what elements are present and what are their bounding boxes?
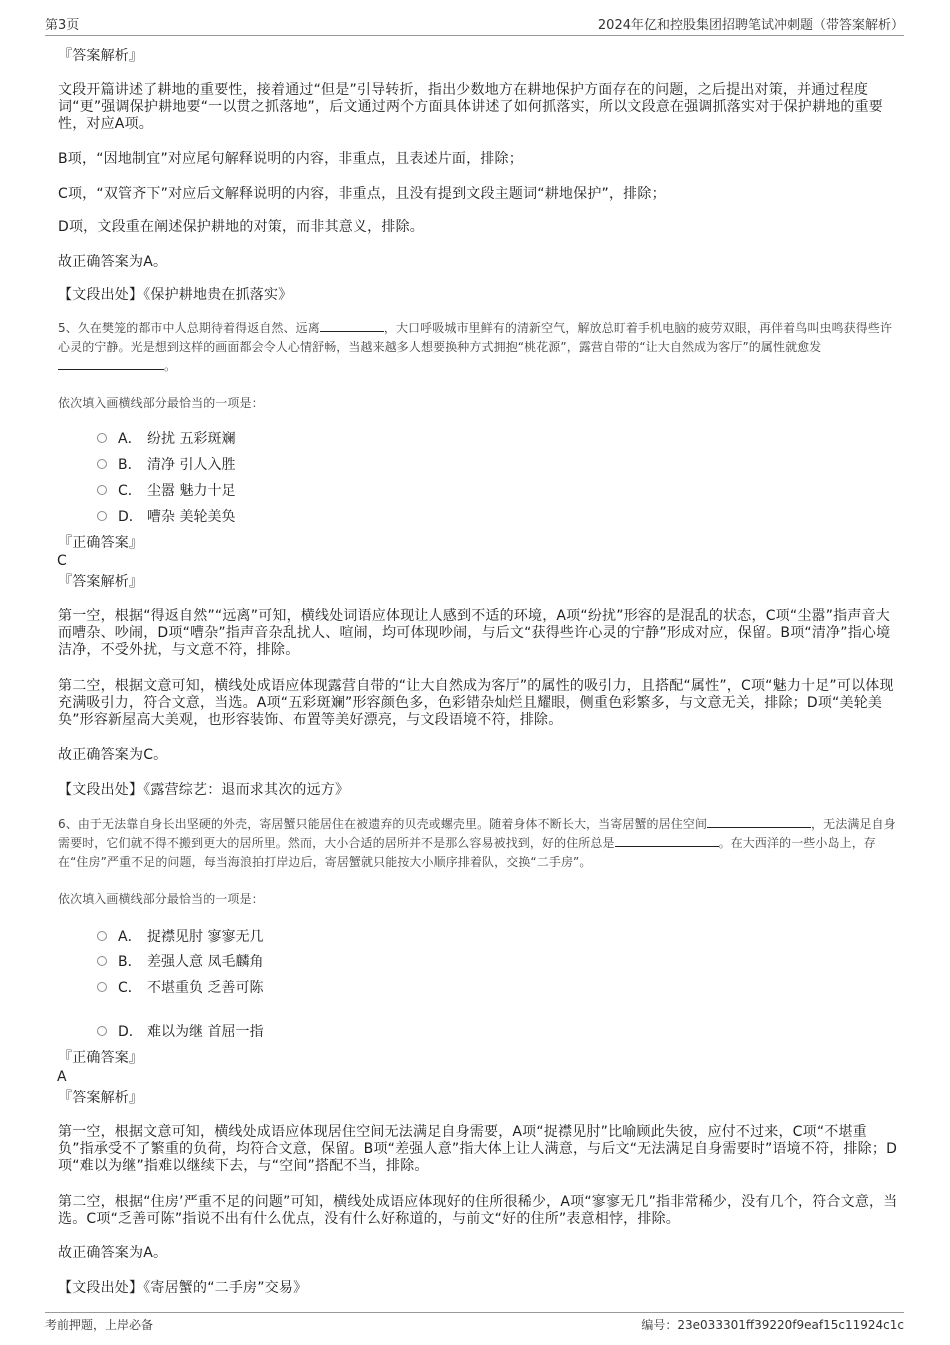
q5-blank-2 (58, 357, 164, 370)
q5-conclusion: 故正确答案为C。 (58, 747, 168, 763)
q6-prompt: 依次填入画横线部分最恰当的一项是： (58, 892, 264, 906)
q6-option-a[interactable]: A． 捉襟见肘 寥寥无几 (97, 926, 263, 944)
q6-conclusion: 故正确答案为A。 (58, 1245, 168, 1261)
radio-icon[interactable] (97, 956, 107, 966)
q6-analysis-title: 『答案解析』 (58, 1090, 144, 1106)
q6-blank-2 (615, 834, 719, 847)
q6-stem-part-2: ，无法满足自身需要时，它们就不得不搬到更大的居所里。然而，大小合适的居所并不是那么容易被找到，好的住所总是 (58, 817, 896, 850)
radio-icon[interactable] (97, 459, 107, 469)
page-number: 第3页 (45, 18, 80, 33)
q5-analysis-paragraph-1: 第一空，根据“得返自然”“远离”可知，横线处词语应体现让人感到不适的环境，A项“纷扰”形容的是混乱的状态，C项“尘嚣”指声音大而嘈杂、吵闹，D项“嘈杂”指声音杂乱扰人、喧闹，均可体现吵闹，与后文“获得些许心灵的宁静”形成对应，保留。B项“清净”指心境洁净，不受外扰，与文意不符，排除。 (58, 608, 891, 658)
header-divider (45, 35, 904, 36)
q5-source: 【文段出处】《露营综艺：退而求其次的远方》 (58, 782, 350, 798)
radio-icon[interactable] (97, 1026, 107, 1036)
footer-divider (45, 1312, 904, 1313)
q5-analysis-paragraph-2: 第二空，根据文意可知，横线处成语应体现露营自带的“让大自然成为客厅”的属性的吸引力，且搭配“属性”，C项“魅力十足”可以体现充满吸引力，符合文意，当选。A项“五彩斑斓”形容颜色多，色彩错杂灿烂且耀眼，侧重色彩繁多，与文意无关，排除；D项“美轮美奂”形容新屋高大美观，也形容装饰、布置等美好漂亮，与文段语境不符，排除。 (58, 678, 894, 728)
q4-analysis-option-c: C项，“双管齐下”对应后文解释说明的内容，非重点，且没有提到文段主题词“耕地保护”，排除； (58, 186, 666, 202)
q4-analysis-option-b: B项，“因地制宜”对应尾句解释说明的内容，非重点，且表述片面，排除； (58, 151, 523, 167)
q6-option-b[interactable]: B． 差强人意 凤毛麟角 (97, 951, 263, 969)
footer-slogan: 考前押题，上岸必备 (45, 1318, 154, 1332)
q5-stem-part-3: 。 (164, 359, 177, 373)
q5-stem-part-2: ，大口呼吸城市里鲜有的清新空气，解放总盯着手机电脑的疲劳双眼，再伴着鸟叫虫鸣获得些许心灵的宁静。光是想到这样的画面都会令人心情舒畅，当越来越多人想要换种方式拥抱“桃花源”，露营自带的“让大自然成为客厅”的属性就愈发 (58, 321, 893, 354)
q5-correct-title: 『正确答案』 (58, 535, 144, 551)
q6-option-c[interactable]: C． 不堪重负 乏善可陈 (97, 977, 263, 995)
q5-prompt: 依次填入画横线部分最恰当的一项是： (58, 396, 264, 410)
q6-blank-1 (707, 815, 811, 828)
q5-option-b[interactable]: B． 清净 引人入胜 (97, 454, 235, 472)
q6-correct-title: 『正确答案』 (58, 1050, 144, 1066)
q6-analysis-paragraph-1: 第一空，根据文意可知，横线处成语应体现居住空间无法满足自身需要，A项“捉襟见肘”比喻顾此失彼，应付不过来，C项“不堪重负”指承受不了繁重的负荷，均符合文意，保留。B项“差强人意”指大体上让人满意，与后文“无法满足自身需要时”语境不符，排除；D项“难以为继”指难以继续下去，与“空间”搭配不当，排除。 (58, 1124, 898, 1174)
q6-correct-answer: A (57, 1069, 67, 1085)
q5-stem-part-1: 5、久在樊笼的都市中人总期待着得返自然、远离 (58, 321, 320, 335)
q6-source: 【文段出处】《寄居蟹的“二手房”交易》 (58, 1280, 308, 1296)
q4-analysis-option-d: D项，文段重在阐述保护耕地的对策，而非其意义，排除。 (58, 219, 424, 235)
radio-icon[interactable] (97, 931, 107, 941)
radio-icon[interactable] (97, 485, 107, 495)
q5-stem (58, 319, 898, 376)
q5-option-a[interactable]: A． 纷扰 五彩斑斓 (97, 428, 235, 446)
page-header (0, 0, 950, 36)
q5-correct-answer: C (57, 553, 67, 569)
q6-option-d[interactable]: D． 难以为继 首屈一指 (97, 1021, 263, 1039)
q4-conclusion: 故正确答案为A。 (58, 254, 168, 270)
q5-analysis-title: 『答案解析』 (58, 574, 144, 590)
q6-stem-part-3: 。在大西洋的一些小岛上，存在“住房”严重不足的问题，每当海浪拍打岸边后，寄居蟹就只能按大小顺序排着队，交换“二手房”。 (58, 836, 876, 869)
radio-icon[interactable] (97, 511, 107, 521)
radio-icon[interactable] (97, 982, 107, 992)
radio-icon[interactable] (97, 433, 107, 443)
q4-analysis-paragraph: 文段开篇讲述了耕地的重要性，接着通过“但是”引导转折，指出少数地方在耕地保护方面存在的问题，之后提出对策，并通过程度词“更”强调保护耕地要“一以贯之抓落地”，后文通过两个方面具体讲述了如何抓落实，所以文段意在强调抓落实对于保护耕地的重要性，对应A项。 (58, 82, 884, 132)
q6-stem-part-1: 6、由于无法靠自身长出坚硬的外壳，寄居蟹只能居住在被遗弃的贝壳或螺壳里。随着身体不断长大，当寄居蟹的居住空间 (58, 817, 708, 831)
q5-option-d[interactable]: D． 嘈杂 美轮美奂 (97, 506, 235, 524)
q4-source: 【文段出处】《保护耕地贵在抓落实》 (58, 287, 293, 303)
q4-analysis-title: 『答案解析』 (58, 48, 144, 64)
document-title: 2024年亿和控股集团招聘笔试冲刺题（带答案解析） (597, 18, 904, 33)
q5-option-c[interactable]: C． 尘嚣 魅力十足 (97, 480, 235, 498)
q6-analysis-paragraph-2: 第二空，根据“住房’严重不足的问题”可知，横线处成语应体现好的住所很稀少，A项“寥寥无几”指非常稀少，没有几个，符合文意，当选。C项“乏善可陈”指说不出有什么优点，没有什么好称道的，与前文“好的住所”表意相悖，排除。 (58, 1194, 898, 1227)
q5-blank-1 (320, 319, 384, 332)
footer-document-id: 编号：23e033301ff39220f9eaf15c11924c1c (641, 1318, 904, 1332)
q6-stem (58, 815, 898, 872)
